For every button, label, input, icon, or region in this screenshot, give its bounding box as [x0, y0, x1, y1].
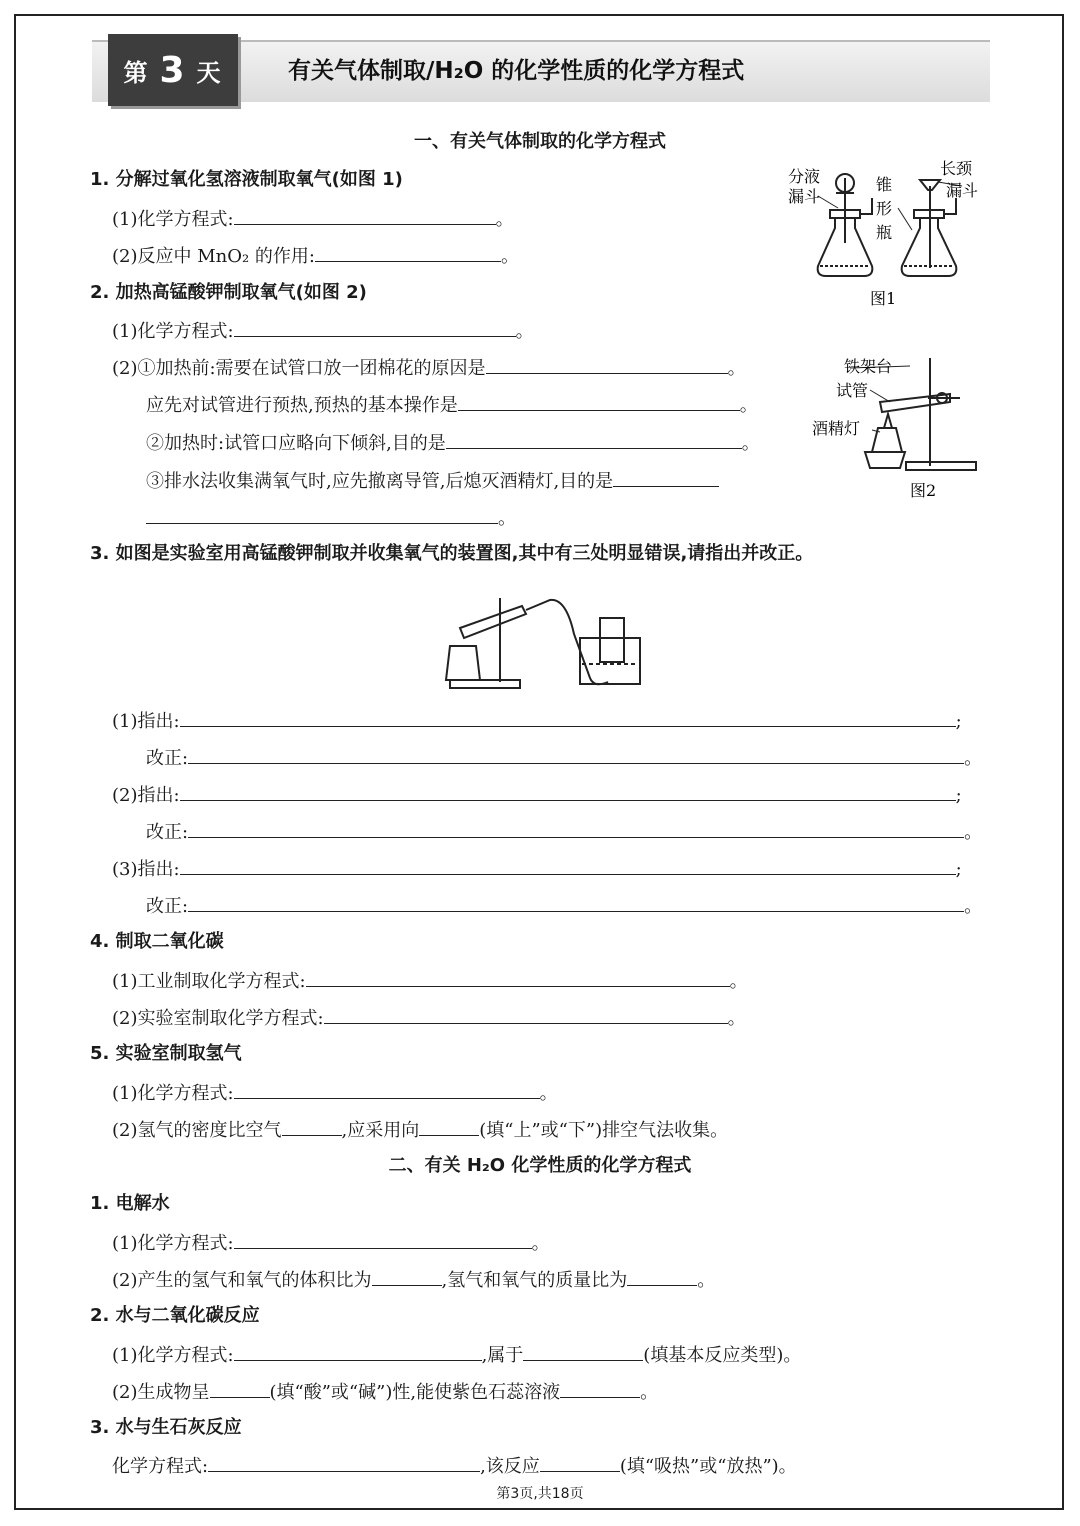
s2-q1-part1-label: (1)化学方程式:	[112, 1233, 234, 1254]
gas-jar	[600, 618, 624, 662]
q2-part2d-blank[interactable]	[613, 468, 719, 487]
fig2-caption: 图2	[910, 481, 937, 500]
period: 。	[495, 209, 514, 230]
q3-fix-3-blank[interactable]	[188, 893, 964, 912]
s2-q2-part1	[112, 1342, 801, 1368]
q2-part2b-blank[interactable]	[458, 392, 740, 411]
s2-q2-part1c-label: (填基本反应类型)。	[643, 1345, 802, 1366]
period: 。	[964, 748, 983, 769]
period: 。	[739, 395, 758, 416]
fig1-label-flask3: 瓶	[876, 223, 893, 242]
day-badge	[108, 34, 238, 106]
s2-q1-part2-blank2[interactable]	[627, 1267, 697, 1286]
fig1-label-long: 长颈	[940, 159, 973, 178]
q2-part2d-blank2[interactable]	[146, 505, 498, 524]
s2-q2-part2a-label: (2)生成物呈	[112, 1382, 210, 1403]
q5-part1	[112, 1080, 558, 1106]
q3-fix-1-label: 改正:	[146, 748, 189, 769]
s2-q1-part2-blank1[interactable]	[372, 1267, 442, 1286]
q3-point-2-blank[interactable]	[180, 782, 956, 801]
q3-fix-1-blank[interactable]	[188, 745, 964, 764]
q2-part2c-blank[interactable]	[446, 430, 742, 449]
s2-q3-part1-blank2[interactable]	[540, 1453, 620, 1472]
s2-q2-part1b-label: ,属于	[481, 1345, 524, 1366]
day-prefix: 第	[123, 58, 150, 87]
period: 。	[515, 321, 534, 342]
q2-part2a-blank[interactable]	[486, 355, 728, 374]
semicolon: ;	[955, 859, 962, 880]
s2-q3-part1a-label: 化学方程式:	[112, 1456, 209, 1477]
period: 。	[729, 971, 748, 992]
delivery-tube	[526, 600, 608, 684]
section1-heading: 一、有关气体制取的化学方程式	[414, 131, 666, 152]
q3-point-3-blank[interactable]	[180, 856, 956, 875]
fig2-label-tube: 试管	[836, 381, 869, 400]
q1-part2-blank[interactable]	[315, 243, 501, 262]
q5-part2-blank1[interactable]	[282, 1117, 342, 1136]
period: 。	[640, 1382, 659, 1403]
s2-q1-part1-blank[interactable]	[234, 1230, 532, 1249]
fig1-label-sep-funnel: 分液	[788, 167, 821, 186]
q2-part1-label: (1)化学方程式:	[112, 321, 234, 342]
q5-part2a-label: (2)氢气的密度比空气	[112, 1120, 282, 1141]
s2-q3-part1c-label: (填“吸热”或“放热”)。	[619, 1456, 797, 1477]
q1-title: 1. 分解过氧化氢溶液制取氧气(如图 1)	[90, 169, 403, 190]
fig2-label-lamp: 酒精灯	[812, 419, 861, 438]
q5-part2c-label: (填“上”或“下”)排空气法收集。	[479, 1120, 729, 1141]
semicolon: ;	[955, 711, 962, 732]
day-number: 3	[159, 49, 187, 91]
s2-q2-part2-blank2[interactable]	[560, 1379, 640, 1398]
s2-q2-part2	[112, 1379, 658, 1405]
q2-part1	[112, 318, 534, 344]
q5-part2-blank2[interactable]	[419, 1117, 479, 1136]
test-tube	[460, 606, 526, 638]
s2-q1-part1	[112, 1230, 550, 1256]
q3-fix-2	[146, 819, 982, 845]
q3-fix-3	[146, 893, 982, 919]
q2-part2b	[146, 392, 758, 418]
q1-part1-label: (1)化学方程式:	[112, 209, 234, 230]
q2-part2d-label: ③排水法收集满氧气时,应先撤离导管,后熄灭酒精灯,目的是	[146, 471, 614, 492]
figure-1	[780, 158, 990, 308]
s2-q2-part2-blank1[interactable]	[210, 1379, 270, 1398]
q3-point-2	[112, 782, 962, 808]
q3-point-1	[112, 708, 962, 734]
figure-3	[440, 578, 660, 694]
q3-fix-2-blank[interactable]	[188, 819, 964, 838]
semicolon: ;	[955, 785, 962, 806]
q5-part1-label: (1)化学方程式:	[112, 1083, 234, 1104]
s2-q3-part1	[112, 1453, 797, 1479]
period: 。	[539, 1083, 558, 1104]
s2-q2-title: 2. 水与二氧化碳反应	[90, 1305, 260, 1326]
q4-part1-blank[interactable]	[306, 968, 730, 987]
fig1-label-flask1: 锥	[876, 175, 893, 194]
q5-part1-blank[interactable]	[234, 1080, 540, 1099]
s2-q3-title: 3. 水与生石灰反应	[90, 1417, 242, 1438]
q2-part2a-label: (2)①加热前:需要在试管口放一团棉花的原因是	[112, 358, 486, 379]
q3-fix-3-label: 改正:	[146, 896, 189, 917]
period: 。	[964, 896, 983, 917]
s2-q1-title: 1. 电解水	[90, 1193, 170, 1214]
stand-base	[450, 680, 520, 688]
q3-point-1-label: (1)指出:	[112, 711, 180, 732]
q3-title: 3. 如图是实验室用高锰酸钾制取并收集氧气的装置图,其中有三处明显错误,请指出并改正。	[90, 543, 814, 564]
q2-title: 2. 加热高锰酸钾制取氧气(如图 2)	[90, 282, 367, 303]
period: 。	[964, 822, 983, 843]
figure-2	[810, 350, 990, 500]
q2-part2d-cont	[146, 505, 516, 531]
fig2-label-stand: 铁架台	[844, 357, 893, 376]
q1-part2	[112, 243, 519, 269]
s2-q2-part1-blank1[interactable]	[234, 1342, 482, 1361]
q5-title: 5. 实验室制取氢气	[90, 1043, 242, 1064]
s2-q1-part2b-label: ,氢气和氧气的质量比为	[441, 1270, 628, 1291]
q4-part1	[112, 968, 748, 994]
fig1-label-long2: 漏斗	[946, 181, 979, 200]
q4-part2-blank[interactable]	[324, 1005, 728, 1024]
page-footer: 第3页,共18页	[496, 1486, 584, 1502]
q3-point-2-label: (2)指出:	[112, 785, 180, 806]
s2-q1-part2a-label: (2)产生的氢气和氧气的体积比为	[112, 1270, 372, 1291]
q2-part2a	[112, 355, 746, 381]
q2-part2c-label: ②加热时:试管口应略向下倾斜,目的是	[146, 433, 446, 454]
period: 。	[697, 1270, 716, 1291]
q1-part2-label: (2)反应中 MnO₂ 的作用:	[112, 246, 316, 267]
q4-title: 4. 制取二氧化碳	[90, 931, 224, 952]
q4-part2	[112, 1005, 746, 1031]
s2-q2-part2b-label: (填“酸”或“碱”)性,能使紫色石蕊溶液	[269, 1382, 561, 1403]
page-title: 有关气体制取/H₂O 的化学性质的化学方程式	[288, 58, 745, 84]
s2-q1-part2	[112, 1267, 715, 1293]
period: 。	[501, 246, 520, 267]
q1-part1-blank[interactable]	[234, 206, 496, 225]
q2-part2b-label: 应先对试管进行预热,预热的基本操作是	[146, 395, 458, 416]
day-suffix: 天	[196, 58, 223, 87]
q3-point-3-label: (3)指出:	[112, 859, 180, 880]
fig1-label-flask2: 形	[876, 199, 893, 218]
period: 。	[498, 508, 516, 529]
q2-part2c	[146, 430, 760, 456]
iron-stand-base	[906, 462, 976, 470]
q5-part2	[112, 1117, 728, 1143]
q3-fix-1	[146, 745, 982, 771]
alcohol-lamp	[446, 646, 480, 680]
q3-fix-2-label: 改正:	[146, 822, 189, 843]
q2-part1-blank[interactable]	[234, 318, 516, 337]
period: 。	[531, 1233, 550, 1254]
period: 。	[727, 358, 746, 379]
s2-q3-part1-blank1[interactable]	[208, 1453, 480, 1472]
q4-part1-label: (1)工业制取化学方程式:	[112, 971, 306, 992]
s2-q3-part1b-label: ,该反应	[480, 1456, 540, 1477]
q3-point-1-blank[interactable]	[180, 708, 956, 727]
q1-part1	[112, 206, 514, 232]
q2-part2d	[146, 468, 719, 494]
fig1-label-sep-funnel2: 漏斗	[788, 187, 821, 206]
q4-part2-label: (2)实验室制取化学方程式:	[112, 1008, 324, 1029]
q3-point-3	[112, 856, 962, 882]
s2-q2-part1-blank2[interactable]	[523, 1342, 643, 1361]
fig1-caption: 图1	[870, 289, 897, 308]
q5-part2b-label: ,应采用向	[341, 1120, 420, 1141]
s2-q2-part1a-label: (1)化学方程式:	[112, 1345, 234, 1366]
period: 。	[727, 1008, 746, 1029]
section2-heading: 二、有关 H₂O 化学性质的化学方程式	[388, 1155, 692, 1176]
period: 。	[741, 433, 760, 454]
